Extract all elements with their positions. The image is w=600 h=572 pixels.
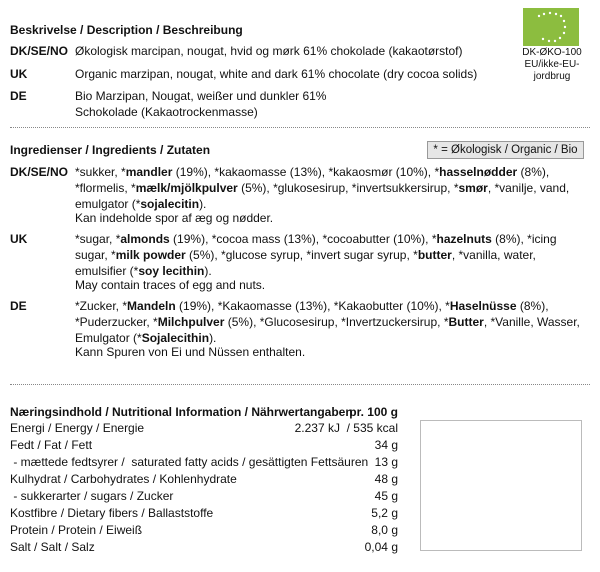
row-value: 13 g: [374, 455, 398, 469]
description-text: Økologisk marcipan, nougat, hvid og mørk 61% chokolade (kakaotørstof): [75, 44, 463, 58]
row-value: 5,2 g: [371, 506, 398, 520]
row-value: 0,04 g: [364, 540, 398, 554]
row-value: 48 g: [374, 472, 398, 486]
row-label: Salt / Salt / Salz: [10, 540, 95, 554]
ingredients-title: Ingredienser / Ingredients / Zutaten: [10, 143, 211, 157]
row-label: - mættede fedtsyrer / saturated fatty acids / gesättigten Fettsäuren: [10, 455, 369, 469]
traces-text: Kan indeholde spor af æg og nødder.: [75, 211, 274, 225]
row-mid-value: 2.237 kJ: [294, 421, 340, 435]
divider: [10, 127, 590, 128]
description-text: Bio Marzipan, Nougat, weißer und dunkler 61% Schokolade (Kakaotrockenmasse): [75, 89, 327, 119]
label-placeholder-box: [420, 420, 582, 551]
lang-label: DE: [10, 89, 27, 103]
lang-label: DK/SE/NO: [10, 165, 69, 179]
organic-note: * = Økologisk / Organic / Bio: [427, 141, 584, 159]
traces-text: Kann Spuren von Ei und Nüssen enthalten.: [75, 345, 306, 359]
row-label: Fedt / Fat / Fett: [10, 438, 93, 452]
row-value: / 535 kcal: [346, 421, 398, 435]
row-value: 45 g: [374, 489, 398, 503]
lang-label: DK/SE/NO: [10, 44, 69, 58]
row-label: Kostfibre / Dietary fibers / Ballaststoffe: [10, 506, 214, 520]
nutrition-title: Næringsindhold / Nutritional Information / Nährwertangaben: [10, 405, 353, 419]
lang-label: UK: [10, 67, 28, 81]
eco-certification-label: DK-ØKO-100 EU/ikke-EU-jordbrug: [522, 47, 582, 82]
description-title: Beskrivelse / Description / Beschreibung: [10, 23, 243, 37]
leaf-icon: [523, 8, 579, 46]
nutrition-per: pr. 100 g: [349, 405, 398, 419]
row-label: Kulhydrat / Carbohydrates / Kohlenhydrate: [10, 472, 237, 486]
description-text: Organic marzipan, nougat, white and dark 61% chocolate (dry cocoa solids): [75, 67, 478, 81]
ingredients-text: *sugar, *almonds (19%), *cocoa mass (13%), *cocoabutter (10%), *hazelnuts (8%), *icing sugar, *milk powder (5%), *glucose syrup, *invert sugar syrup, *butter, *vanilla, water, emulsifier (*soy lecithin).: [75, 232, 557, 278]
ingredients-text: *Zucker, *Mandeln (19%), *Kakaomasse (13%), *Kakaobutter (10%), *Haselnüsse (8%), *Puderzucker, *Milchpulver (5%), *Glucosesirup, *Invertzuckersirup, *Butter, *Vanille, Wasser, Emulgator (*Sojalecithin).: [75, 299, 580, 345]
row-value: 34 g: [374, 438, 398, 452]
ingredients-text: *sukker, *mandler (19%), *kakaomasse (13%), *kakaosmør (10%), *hasselnødder (8%), *flormelis, *mælk/mjölkpulver (5%), *glukosesirup, *invertsukkersirup, *smør, *vanilje, vand, emulgator (*sojalecitin).: [75, 165, 570, 211]
row-label: Protein / Protein / Eiweiß: [10, 523, 143, 537]
divider: [10, 384, 590, 385]
row-label: - sukkerarter / sugars / Zucker: [10, 489, 174, 503]
row-label: Energi / Energy / Energie: [10, 421, 145, 435]
lang-label: DE: [10, 299, 27, 313]
lang-label: UK: [10, 232, 28, 246]
eu-organic-logo: [523, 8, 579, 46]
row-value: 8,0 g: [371, 523, 398, 537]
traces-text: May contain traces of egg and nuts.: [75, 278, 266, 292]
